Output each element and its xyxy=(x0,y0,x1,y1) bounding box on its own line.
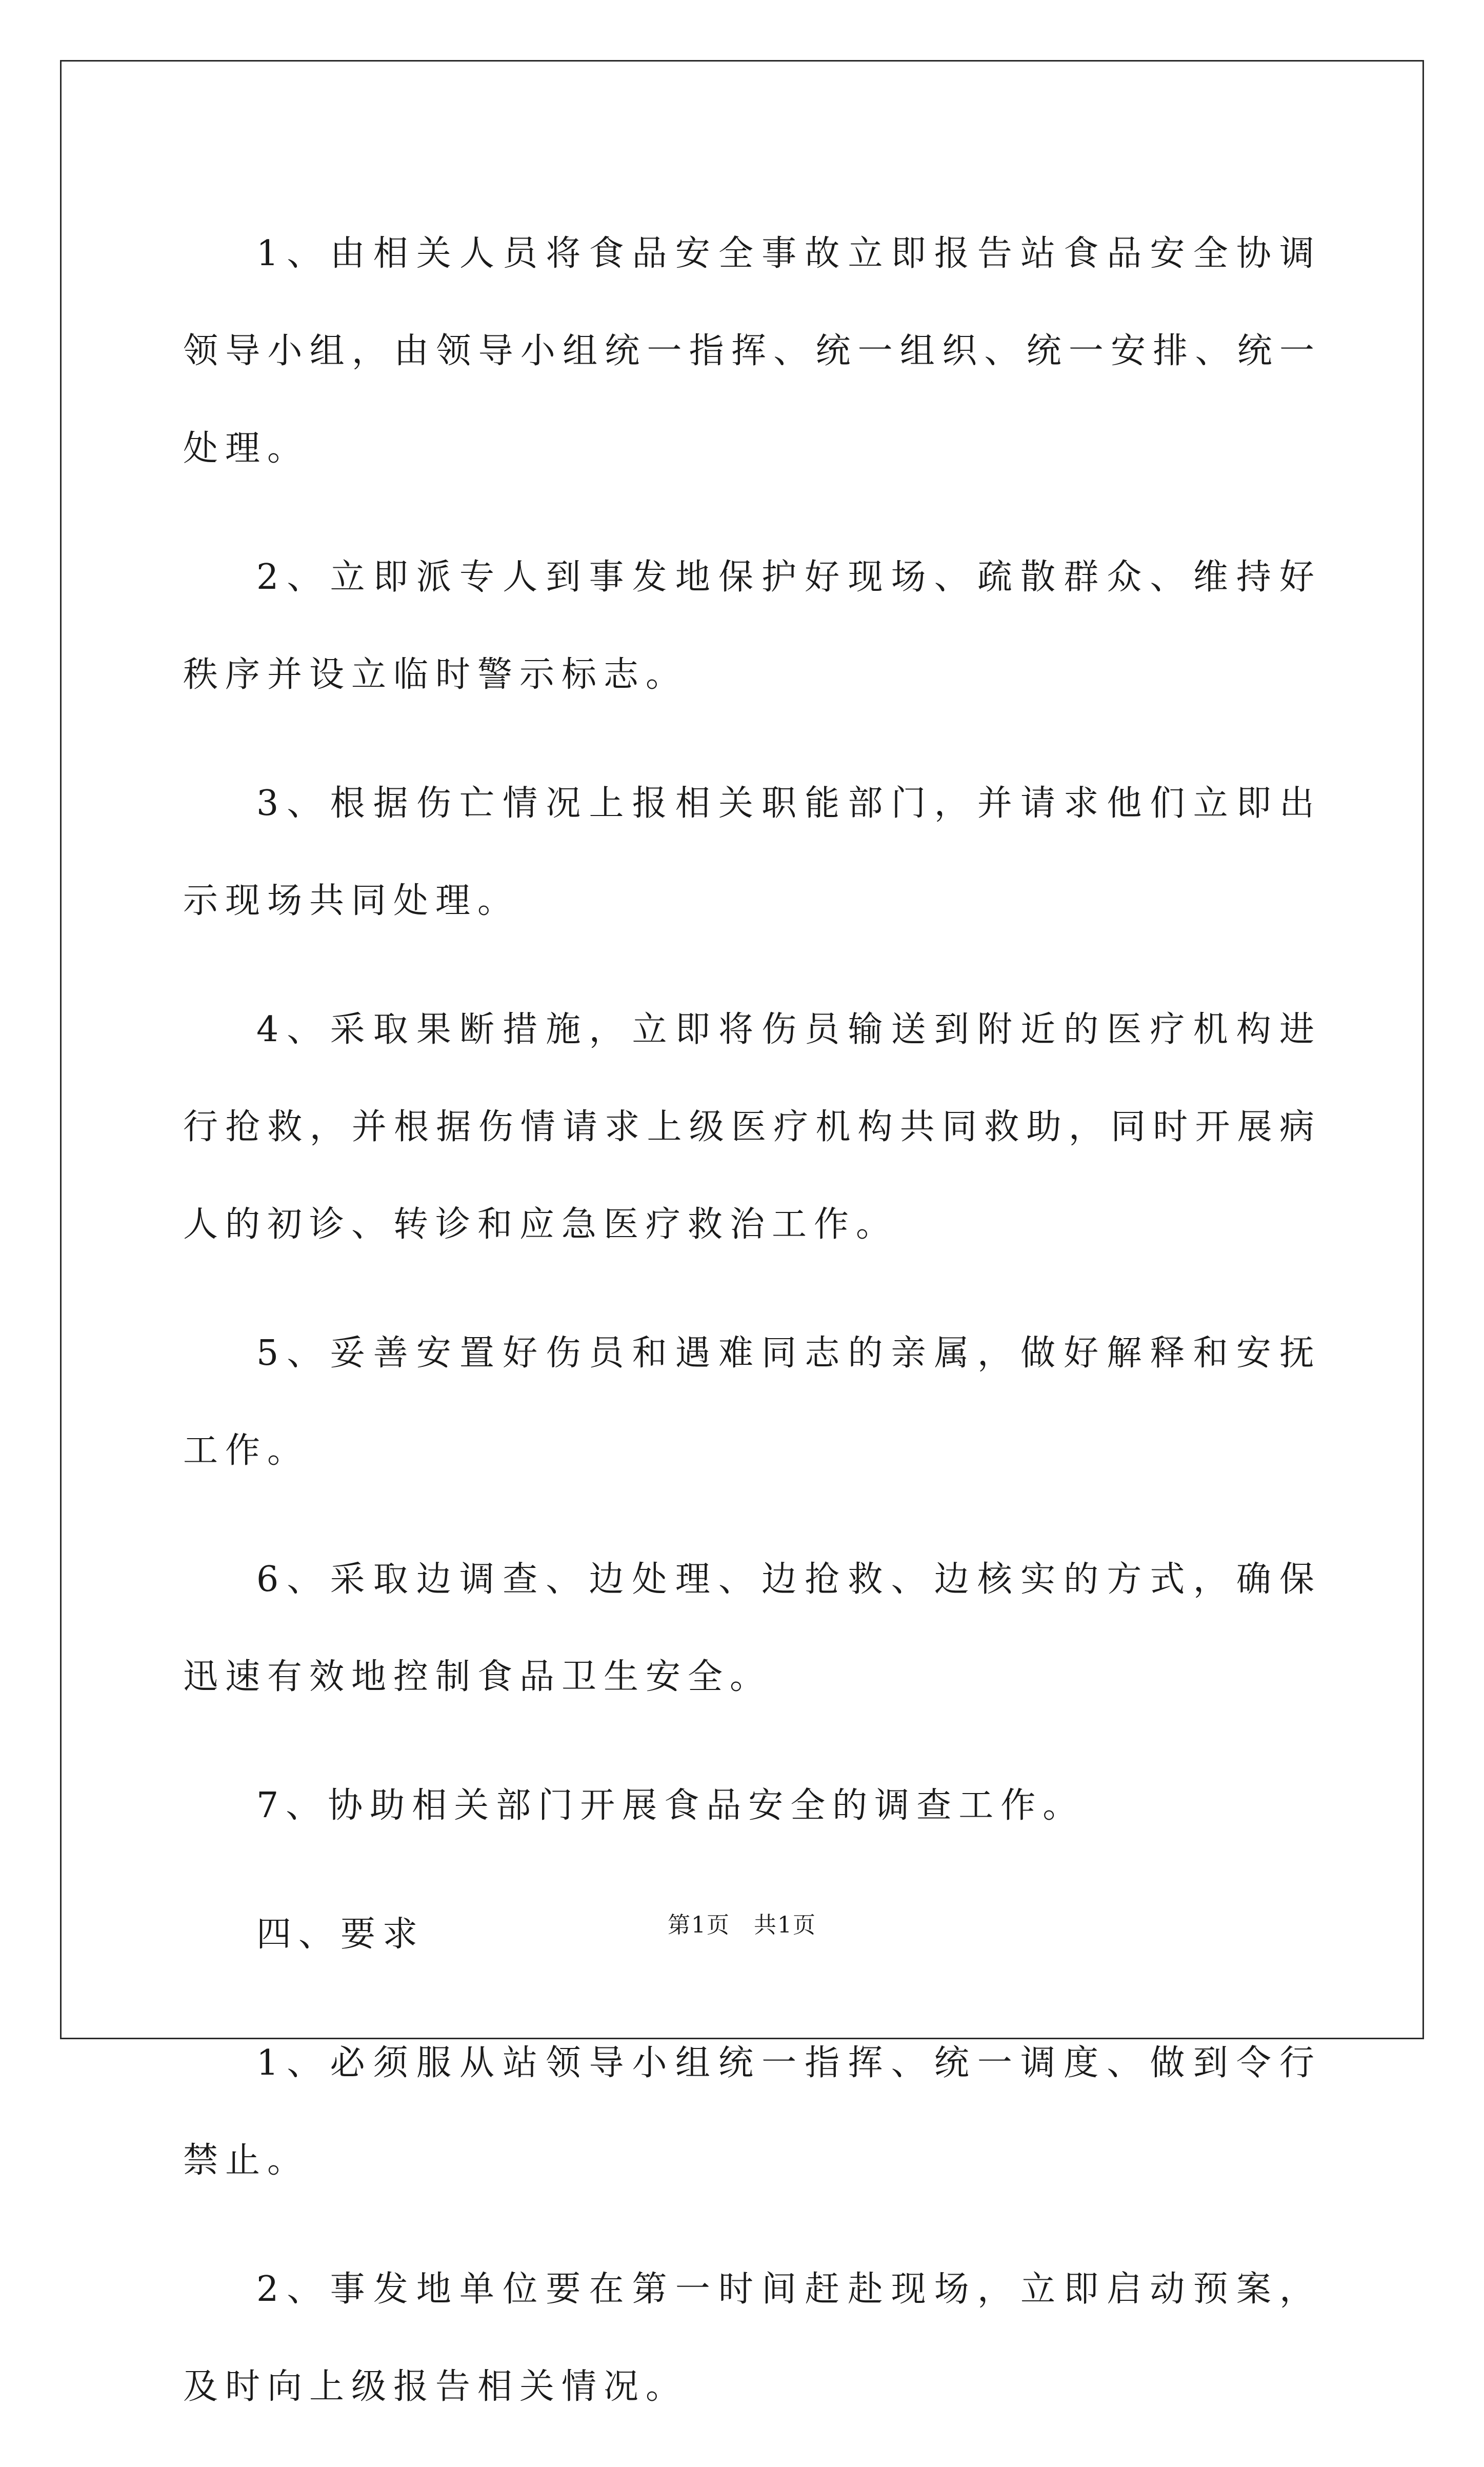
paragraph-7: 7、协助相关部门开展食品安全的调查工作。 xyxy=(256,1785,1085,1826)
paragraph-2: 2、立即派专人到事发地保护好现场、疏散群众、维持好秩序并设立临时警示标志。 xyxy=(183,557,1321,695)
paragraph-1: 1、由相关人员将食品安全事故立即报告站食品安全协调领导小组，由领导小组统一指挥、统一组织、统一安排、统一处理。 xyxy=(183,233,1321,469)
page-footer: 第1页 共1页 xyxy=(668,1912,816,1938)
requirement-1: 1、必须服从站领导小组统一指挥、统一调度、做到令行禁止。 xyxy=(183,2043,1321,2181)
paragraph-3: 3、根据伤亡情况上报相关职能部门，并请求他们立即出示现场共同处理。 xyxy=(183,783,1321,921)
paragraph-6: 6、采取边调查、边处理、边抢救、边核实的方式，确保迅速有效地控制食品卫生安全。 xyxy=(183,1559,1321,1697)
paragraph-5: 5、妥善安置好伤员和遇难同志的亲属，做好解释和安抚工作。 xyxy=(183,1333,1321,1471)
requirement-2: 2、事发地单位要在第一时间赶赴现场，立即启动预案，及时向上级报告相关情况。 xyxy=(183,2269,1321,2407)
section-heading-requirements: 四、要求 xyxy=(256,1914,425,1955)
paragraph-4: 4、采取果断措施，立即将伤员输送到附近的医疗机构进行抢救，并根据伤情请求上级医疗机构共同救助，同时开展病人的初诊、转诊和应急医疗救治工作。 xyxy=(183,1009,1321,1245)
document-body xyxy=(183,205,1321,2467)
